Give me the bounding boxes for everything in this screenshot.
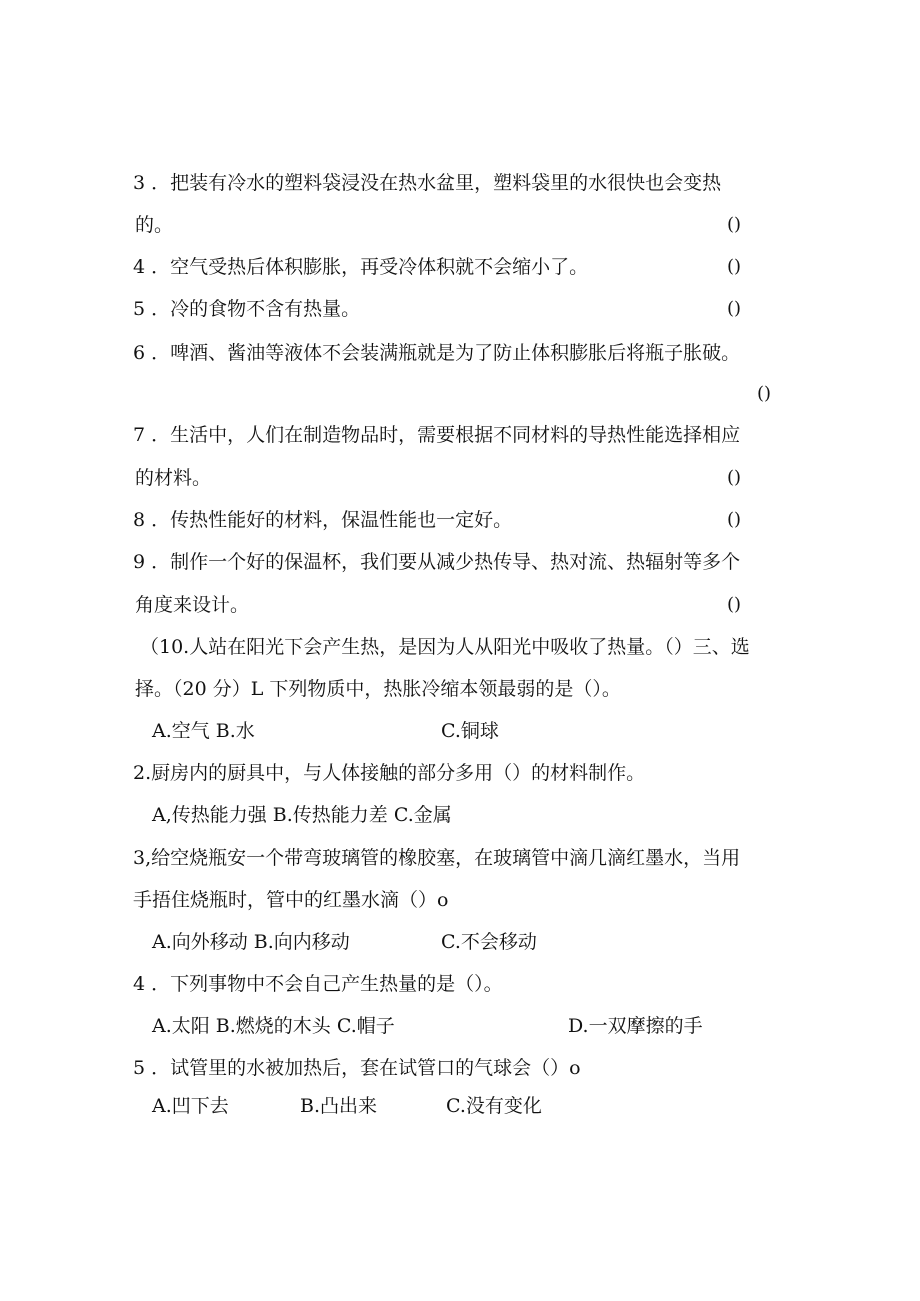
question-text: 2.厨房内的厨具中，与人体接触的部分多用（）的材料制作。 [133,762,646,784]
question-text: （10.人站在阳光下会产生热，是因为人从阳光中吸收了热量。（）三、选 [140,636,750,658]
question-text: 的材料。 [135,467,212,489]
choice-q2-options [0,798,920,832]
judgement-q8 [0,503,920,537]
judgement-q3-line2 [0,208,920,242]
question-text: 3,给空烧瓶安一个带弯玻璃管的橡胶塞，在玻璃管中滴几滴红墨水，当用 [133,847,741,869]
answer-blank: () [727,467,742,488]
option-text: C.没有变化 [446,1095,542,1117]
choice-q3-options [0,925,920,959]
answer-blank: () [727,256,742,277]
option-text: A.凹下去 [152,1095,229,1117]
option-text: D.一双摩擦的手 [568,1015,703,1037]
judgement-q6-blank-line [0,377,920,411]
option-text: C.不会移动 [441,931,537,953]
question-text: 7 ．生活中，人们在制造物品时，需要根据不同材料的导热性能选择相应 [133,424,741,446]
judgement-q6 [0,336,920,370]
question-text: 4 ．空气受热后体积膨胀，再受冷体积就不会缩小了。 [133,256,589,278]
choice-q5-options [0,1089,920,1123]
choice-q3-line1 [0,841,920,875]
choice-q4-options [0,1009,920,1043]
judgement-q7-line1 [0,418,920,452]
question-text: 角度来设计。 [135,594,250,616]
question-text: 手捂住烧瓶时，管中的红墨水滴（）o [133,889,449,911]
question-text: 3 ．把装有冷水的塑料袋浸没在热水盆里，塑料袋里的水很快也会变热 [133,172,722,194]
question-text: 5 ．冷的食物不含有热量。 [133,298,361,320]
choice-q2 [0,756,920,790]
judgement-q4 [0,250,920,284]
question-text: 择。（20 分）L 下列物质中，热胀冷缩本领最弱的是（）。 [135,678,621,700]
choice-q5 [0,1051,920,1085]
choice-q3-line2 [0,883,920,917]
answer-blank: () [727,298,742,319]
answer-blank: () [727,594,742,615]
question-text: 8 ．传热性能好的材料，保温性能也一定好。 [133,509,513,531]
question-text: 6 ．啤酒、酱油等液体不会装满瓶就是为了防止体积膨胀后将瓶子胀破。 [133,342,741,364]
question-text: 的。 [135,214,174,236]
answer-blank: () [727,509,742,530]
choice-section-line [0,672,920,706]
choice-q4 [0,967,920,1001]
option-text: C.铜球 [441,720,499,742]
judgement-q3-line1 [0,166,920,200]
question-text: 4 ．下列事物中不会自己产生热量的是（）。 [133,973,503,995]
question-text: 9 ．制作一个好的保温杯，我们要从减少热传导、热对流、热辐射等多个 [133,551,741,573]
judgement-q5 [0,292,920,326]
judgement-q9-line2 [0,588,920,622]
option-text: A.空气 B.水 [152,720,255,742]
option-text: B.凸出来 [300,1095,378,1117]
option-text: A.向外移动 B.向内移动 [152,931,350,953]
judgement-q7-line2 [0,461,920,495]
question-text: 5 ．试管里的水被加热后，套在试管口的气球会（）o [133,1057,581,1079]
answer-blank: () [757,383,772,404]
judgement-q9-line1 [0,545,920,579]
option-text: A.太阳 B.燃烧的木头 C.帽子 [152,1015,395,1037]
choice-q1-options [0,714,920,748]
answer-blank: () [727,214,742,235]
option-text: A,传热能力强 B.传热能力差 C.金属 [152,804,452,826]
judgement-q10-line1 [0,630,920,664]
